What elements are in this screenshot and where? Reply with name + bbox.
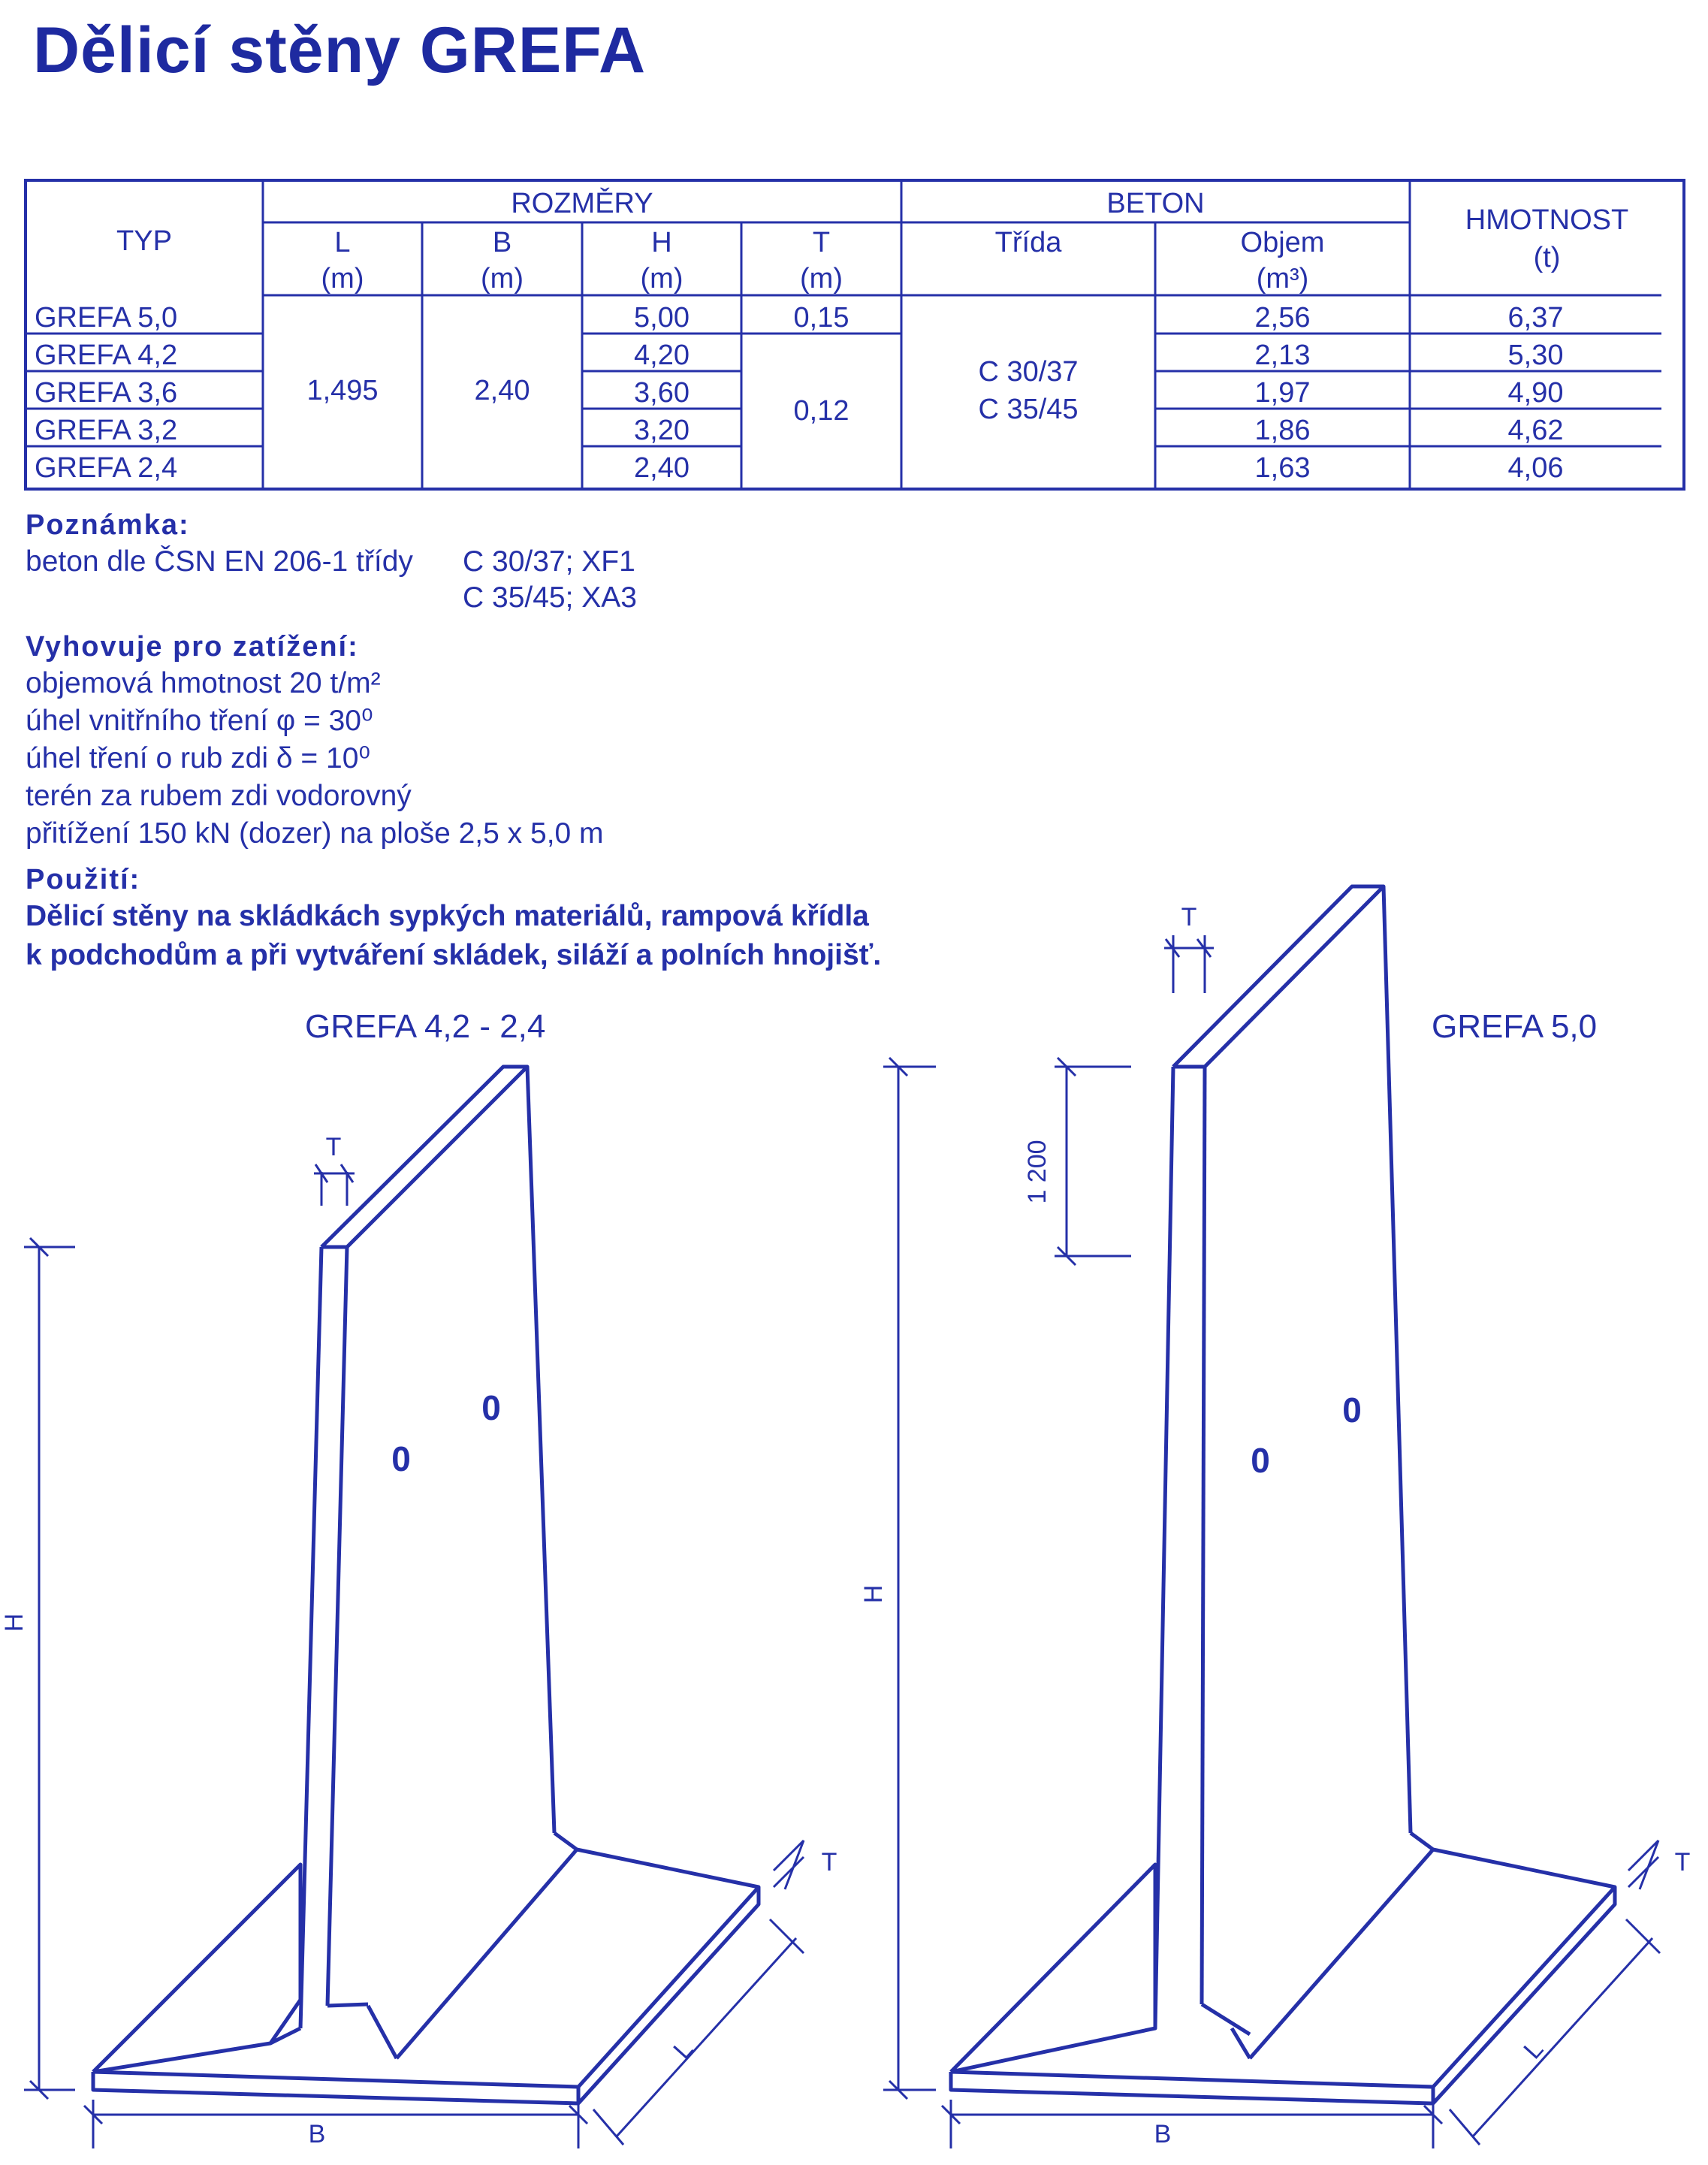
cell-objem: 1,86 bbox=[1254, 415, 1311, 446]
vyhovuje-line: přitížení 150 kN (dozer) na ploše 2,5 x 5,0 m bbox=[26, 817, 604, 850]
cell-hmotnost: 5,30 bbox=[1507, 340, 1564, 371]
right-label-t: T bbox=[1181, 903, 1197, 932]
left-label-t2: T bbox=[821, 1848, 837, 1877]
header-l-unit: (m) bbox=[321, 263, 364, 294]
row-typ: GREFA 5,0 bbox=[35, 302, 178, 334]
header-rozmery: ROZMĚRY bbox=[511, 188, 653, 219]
cell-h: 3,20 bbox=[634, 415, 690, 446]
right-label-1200: 1 200 bbox=[1023, 1140, 1052, 1204]
vyhovuje-heading: Vyhovuje pro zatížení: bbox=[26, 631, 359, 663]
vyhovuje-line: úhel vnitřního tření φ = 30⁰ bbox=[26, 705, 373, 737]
header-b-unit: (m) bbox=[481, 263, 524, 294]
poznamka-heading: Poznámka: bbox=[26, 509, 190, 541]
row-typ: GREFA 4,2 bbox=[35, 340, 178, 371]
cell-objem: 1,97 bbox=[1254, 377, 1311, 409]
header-t: T bbox=[812, 227, 831, 258]
poznamka-line1-prefix: beton dle ČSN EN 206-1 třídy bbox=[26, 545, 413, 578]
left-mark-b: 0 bbox=[481, 1388, 501, 1427]
right-label-l: L bbox=[1518, 2034, 1550, 2065]
right-label-h: H bbox=[859, 1584, 888, 1604]
pouziti-line: Dělicí stěny na skládkách sypkých materiálů, rampová křídla bbox=[26, 900, 869, 932]
header-t-unit: (m) bbox=[800, 263, 843, 294]
cell-h: 5,00 bbox=[634, 302, 690, 334]
right-mark-b: 0 bbox=[1342, 1390, 1362, 1430]
poznamka-line1-value: C 30/37; XF1 bbox=[463, 545, 635, 578]
cell-hmotnost: 4,62 bbox=[1507, 415, 1564, 446]
page-title: Dělicí stěny GREFA bbox=[33, 14, 647, 86]
right-mark-a: 0 bbox=[1251, 1441, 1270, 1480]
cell-objem: 2,13 bbox=[1254, 340, 1311, 371]
row-typ: GREFA 3,2 bbox=[35, 415, 178, 446]
right-label-b: B bbox=[1154, 2120, 1172, 2148]
right-wall-drawing bbox=[951, 886, 1615, 2103]
header-trida: Třída bbox=[994, 227, 1062, 258]
cell-hmotnost: 4,90 bbox=[1507, 377, 1564, 409]
cell-trida-1: C 30/37 bbox=[978, 356, 1079, 388]
header-objem-unit: (m³) bbox=[1256, 263, 1309, 294]
header-objem: Objem bbox=[1240, 227, 1325, 258]
cell-objem: 2,56 bbox=[1254, 302, 1311, 334]
cell-b-merged: 2,40 bbox=[474, 375, 530, 406]
cell-t-first: 0,15 bbox=[793, 302, 849, 334]
cell-h: 3,60 bbox=[634, 377, 690, 409]
left-label-h: H bbox=[0, 1613, 29, 1632]
poznamka-line2-value: C 35/45; XA3 bbox=[463, 581, 637, 614]
header-hmotnost-unit: (t) bbox=[1533, 242, 1561, 273]
cell-t-rest: 0,12 bbox=[793, 395, 849, 427]
pouziti-heading: Použití: bbox=[26, 864, 141, 895]
row-typ: GREFA 3,6 bbox=[35, 377, 178, 409]
cell-hmotnost: 4,06 bbox=[1507, 452, 1564, 484]
pouziti-line: k podchodům a při vytváření skládek, siláží a polních hnojišť. bbox=[26, 939, 882, 971]
figure-right-title: GREFA 5,0 bbox=[1432, 1008, 1598, 1045]
left-wall-drawing bbox=[93, 1067, 759, 2103]
header-typ: TYP bbox=[116, 225, 172, 257]
header-b: B bbox=[492, 227, 512, 258]
vyhovuje-line: terén za rubem zdi vodorovný bbox=[26, 780, 412, 812]
left-label-b: B bbox=[308, 2120, 326, 2148]
cell-objem: 1,63 bbox=[1254, 452, 1311, 484]
figure-left-title: GREFA 4,2 - 2,4 bbox=[305, 1008, 546, 1045]
header-hmotnost: HMOTNOST bbox=[1465, 204, 1629, 236]
row-typ: GREFA 2,4 bbox=[35, 452, 178, 484]
cell-hmotnost: 6,37 bbox=[1507, 302, 1564, 334]
header-h-unit: (m) bbox=[640, 263, 684, 294]
cell-l-merged: 1,495 bbox=[306, 375, 379, 406]
header-beton: BETON bbox=[1106, 188, 1205, 219]
right-label-t2: T bbox=[1674, 1848, 1691, 1877]
cell-trida-2: C 35/45 bbox=[978, 394, 1079, 425]
cell-h: 4,20 bbox=[634, 340, 690, 371]
header-l: L bbox=[334, 227, 351, 258]
cell-h: 2,40 bbox=[634, 452, 690, 484]
header-h: H bbox=[651, 227, 672, 258]
left-label-t: T bbox=[325, 1133, 342, 1161]
left-label-l: L bbox=[668, 2034, 699, 2065]
left-dimension-lines bbox=[24, 1164, 804, 2148]
vyhovuje-line: úhel tření o rub zdi δ = 10⁰ bbox=[26, 742, 371, 775]
vyhovuje-line: objemová hmotnost 20 t/m² bbox=[26, 667, 381, 699]
left-mark-a: 0 bbox=[391, 1439, 411, 1478]
